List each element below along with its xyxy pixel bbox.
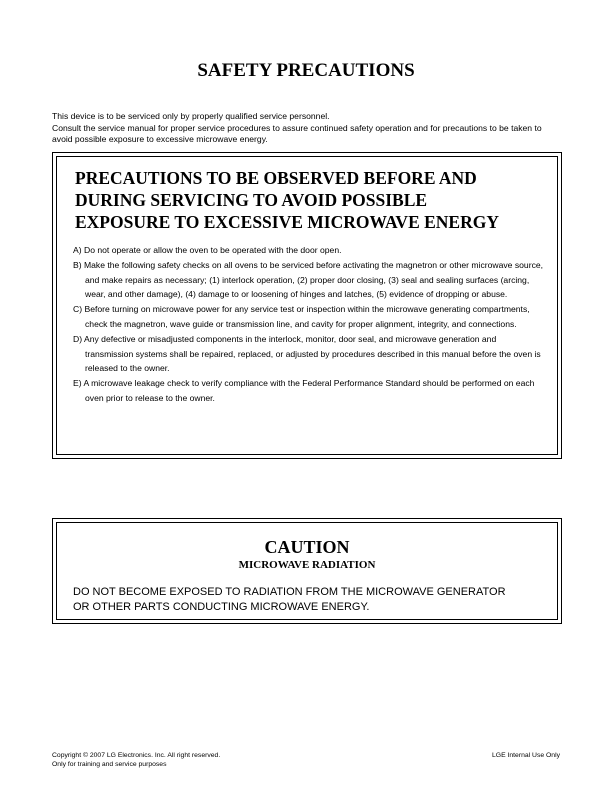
precaution-item-b: B) Make the following safety checks on all ovens to be serviced before activating the magnetron or other microwave source, and make repairs as necessary; (1) interlock operation, (2) proper door closing, (3) seal and sealing surfaces (arcing, wear, and other damage), (4) damage to or loosening of hinges and latches, (5) evidence of dropping or abuse. bbox=[73, 259, 544, 300]
precautions-heading-line-2: DURING SERVICING TO AVOID POSSIBLE bbox=[75, 190, 428, 210]
precaution-item-c: C) Before turning on microwave power for any service test or inspection within the microwave generating compartments, check the magnetron, wave guide or transmission line, and cavity for proper alignment, integrity, and connections. bbox=[73, 304, 530, 329]
footer-internal-note: LGE Internal Use Only bbox=[492, 752, 560, 759]
precautions-heading bbox=[75, 167, 545, 233]
precautions-list bbox=[73, 243, 545, 406]
precaution-item-d: D) Any defective or misadjusted components in the interlock, monitor, door seal, and microwave generation and transmission systems shall be repaired, replaced, or adjusted by procedures described in this manual before the oven is released to the owner. bbox=[73, 333, 541, 374]
precaution-item-e: E) A microwave leakage check to verify compliance with the Federal Performance Standard should be performed on each oven prior to release to the owner. bbox=[73, 378, 535, 403]
precautions-heading-line-1: PRECAUTIONS TO BE OBSERVED BEFORE AND bbox=[75, 168, 477, 188]
precautions-heading-line-3: EXPOSURE TO EXCESSIVE MICROWAVE ENERGY bbox=[75, 212, 499, 232]
caution-text-line-2: OR OTHER PARTS CONDUCTING MICROWAVE ENERGY. bbox=[73, 601, 370, 613]
caution-text-line-1: DO NOT BECOME EXPOSED TO RADIATION FROM THE MICROWAVE GENERATOR bbox=[73, 586, 506, 598]
caution-title: CAUTION bbox=[264, 537, 350, 557]
intro-line-1: This device is to be serviced only by properly qualified service personnel. bbox=[52, 111, 330, 121]
precaution-item-a: A) Do not operate or allow the oven to be operated with the door open. bbox=[73, 245, 342, 255]
intro-text bbox=[52, 111, 562, 146]
footer-left bbox=[52, 751, 220, 769]
precautions-box bbox=[52, 152, 562, 459]
page-title: SAFETY PRECAUTIONS bbox=[197, 60, 415, 81]
footer-copyright: Copyright © 2007 LG Electronics. Inc. All right reserved. bbox=[52, 752, 221, 759]
caution-text bbox=[73, 585, 543, 615]
caution-box bbox=[52, 518, 562, 624]
intro-line-2: Consult the service manual for proper service procedures to assure continued safety operation and for precautions to be taken to avoid possible exposure to excessive microwave energy. bbox=[52, 122, 542, 144]
footer-training-note: Only for training and service purposes bbox=[52, 761, 167, 768]
caution-subtitle: MICROWAVE RADIATION bbox=[238, 559, 376, 571]
